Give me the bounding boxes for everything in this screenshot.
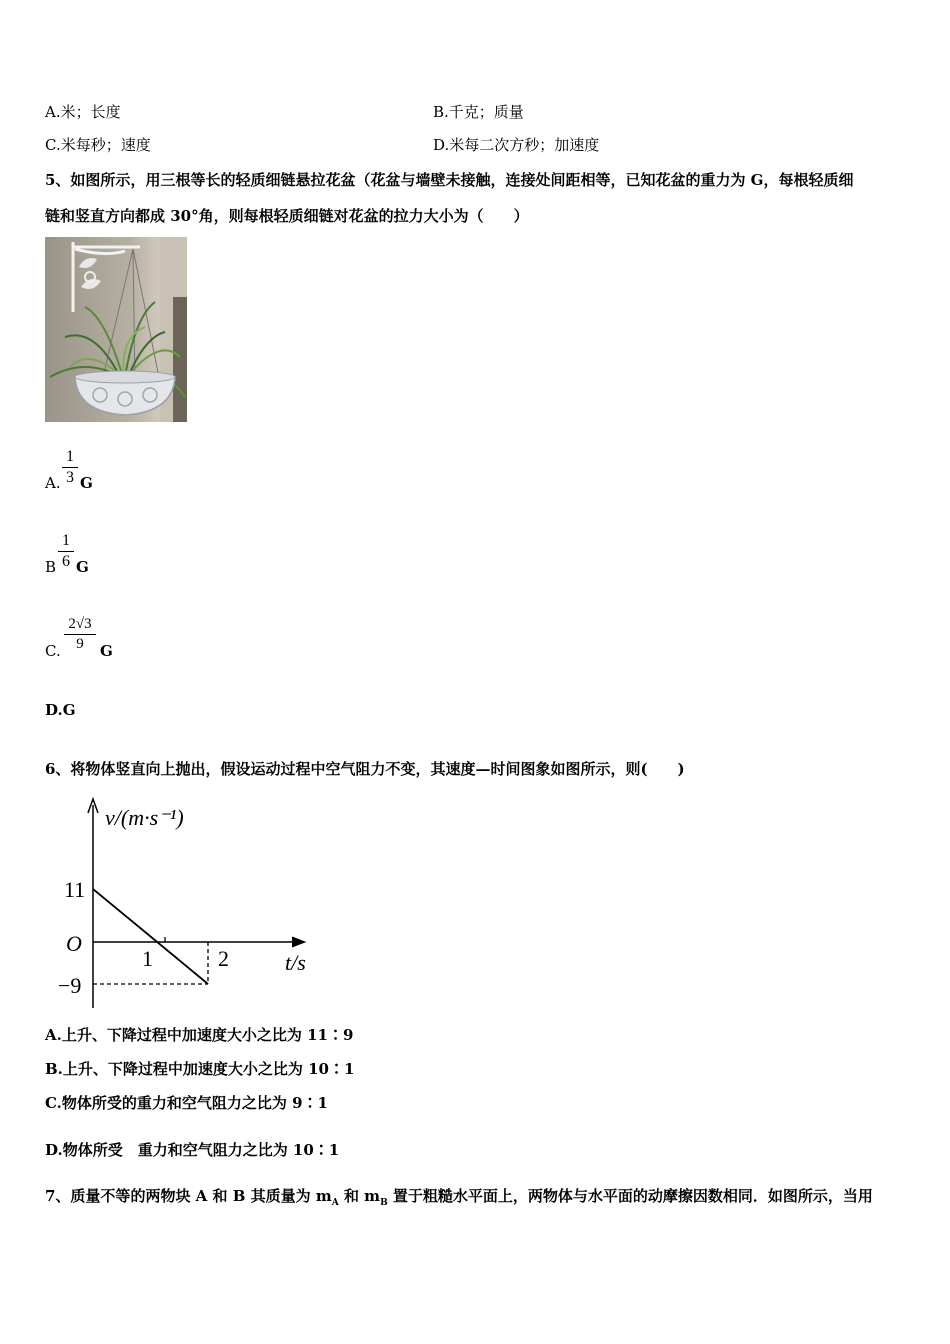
q7-stem-part1: 7、质量不等的两物块 A 和 B 其质量为 m xyxy=(45,1187,332,1205)
x-tick-2-label: 2 xyxy=(218,946,229,971)
fraction-numerator: 2√3 xyxy=(68,616,92,632)
velocity-time-graph xyxy=(52,795,322,1010)
q5-option-b-label: B xyxy=(45,558,57,576)
q7-stem xyxy=(45,1186,873,1213)
fraction-bar xyxy=(58,551,74,552)
fraction-bar xyxy=(64,634,96,635)
q4-option-c: C.米每秒；速度 xyxy=(45,136,151,154)
q5-option-d: D.G xyxy=(45,701,76,719)
q5-option-a-fraction xyxy=(62,448,78,487)
q7-stem-part2: 和 m xyxy=(338,1187,381,1205)
y-tick-bottom: −9 xyxy=(58,973,82,998)
q6-option-c: C.物体所受的重力和空气阻力之比为 9∶1 xyxy=(45,1094,328,1112)
q4-option-b: B.千克；质量 xyxy=(433,103,524,121)
fraction-denominator: 6 xyxy=(62,553,70,570)
q5-option-c-fraction xyxy=(64,616,96,653)
q5-option-c-label: C. xyxy=(45,642,61,660)
q5-option-b-unit: G xyxy=(76,558,89,576)
q5-option-a-label: A. xyxy=(45,474,61,492)
fraction-numerator: 1 xyxy=(62,532,70,549)
x-axis-label: t/s xyxy=(285,950,306,975)
q7-sub-a: A xyxy=(331,1198,339,1208)
q5-option-a-unit: G xyxy=(80,474,93,492)
fraction-denominator: 9 xyxy=(76,636,84,652)
x-axis-arrow xyxy=(292,937,305,947)
x-tick-1-label: 1 xyxy=(142,946,153,971)
q6-option-a: A.上升、下降过程中加速度大小之比为 11∶9 xyxy=(45,1026,354,1044)
q7-sub-b: B xyxy=(380,1198,388,1208)
q6-option-d: D.物体所受 重力和空气阻力之比为 10∶1 xyxy=(45,1141,340,1159)
y-tick-top: 11 xyxy=(64,877,86,902)
q4-option-a: A.米；长度 xyxy=(45,103,121,121)
q4-option-d: D.米每二次方秒；加速度 xyxy=(433,136,600,154)
q5-stem-line2: 链和竖直方向都成 30°角，则每根轻质细链对花盆的拉力大小为（ ） xyxy=(45,207,529,225)
fraction-bar xyxy=(62,467,78,468)
y-axis-label: v/(m·s⁻¹) xyxy=(105,805,184,830)
q7-stem-part3: 置于粗糙水平面上，两物体与水平面的动摩擦因数相同．如图所示，当用 xyxy=(387,1187,873,1205)
q5-option-b-fraction xyxy=(58,532,74,571)
fraction-numerator: 1 xyxy=(66,448,74,465)
q5-stem-line1: 5、如图所示，用三根等长的轻质细链悬拉花盆（花盆与墙壁未接触，连接处间距相等，已知花盆的重力为 G，每根轻质细 xyxy=(45,171,854,189)
q5-option-c-unit: G xyxy=(100,642,113,660)
hanging-flowerpot-photo xyxy=(45,237,187,422)
q6-stem: 6、将物体竖直向上抛出，假设运动过程中空气阻力不变，其速度—时间图象如图所示，则( ) xyxy=(45,760,685,778)
fraction-denominator: 3 xyxy=(66,469,74,486)
q6-option-b: B.上升、下降过程中加速度大小之比为 10∶1 xyxy=(45,1060,355,1078)
origin-label: O xyxy=(66,931,82,956)
